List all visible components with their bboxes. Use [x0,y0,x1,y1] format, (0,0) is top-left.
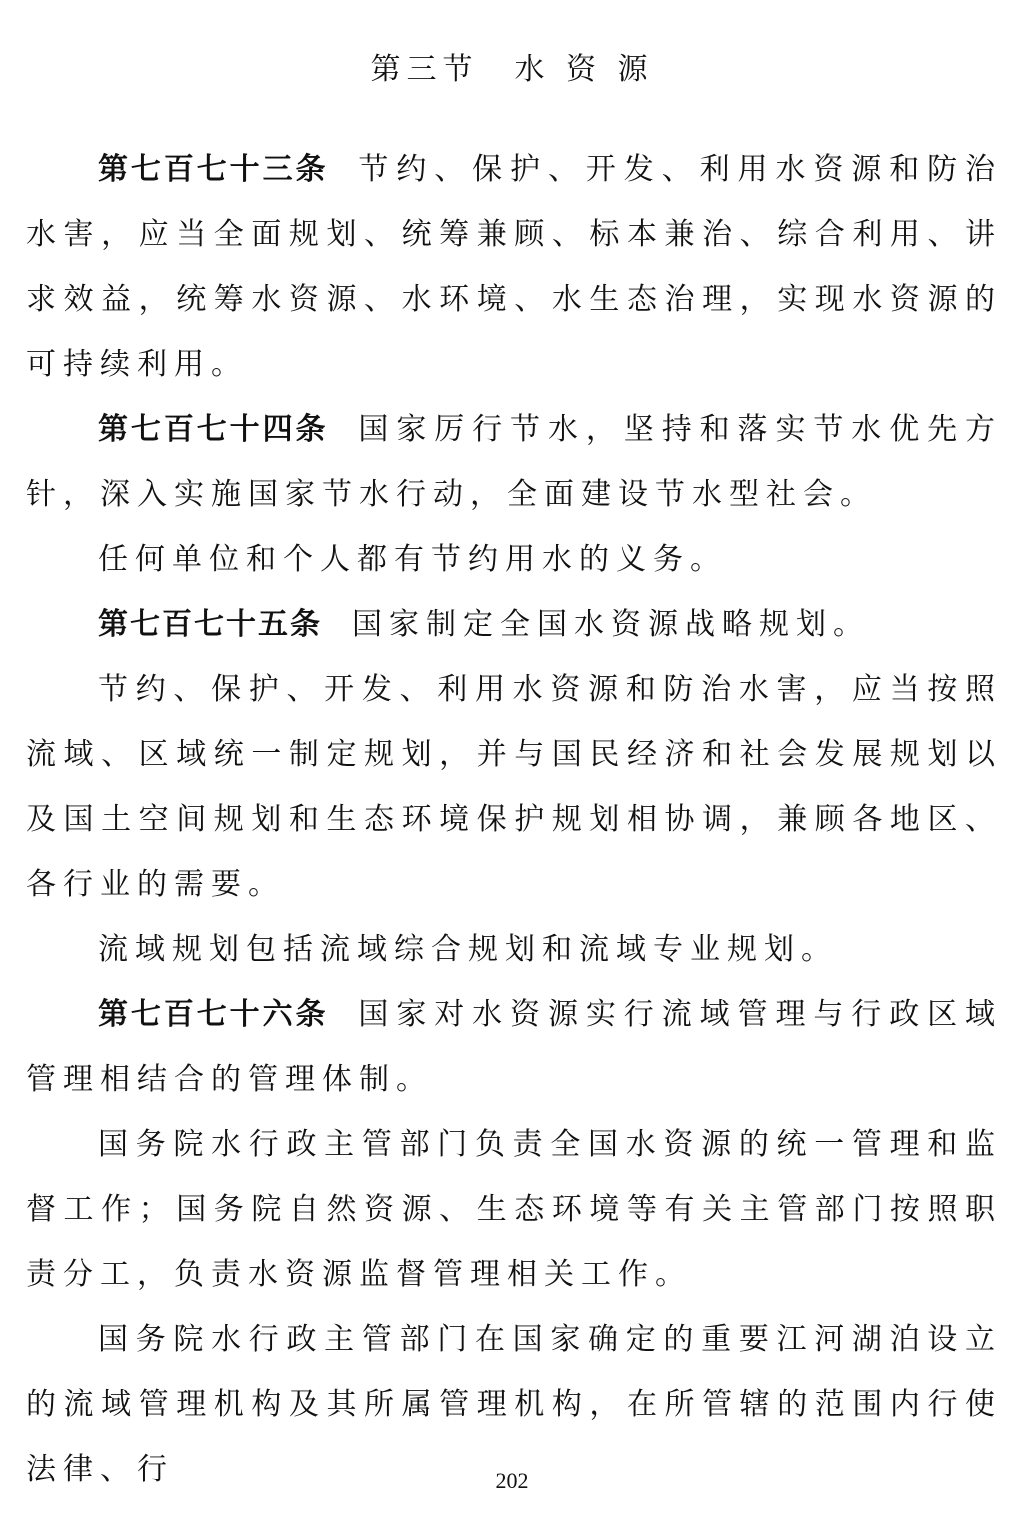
paragraph-text: 国务院水行政主管部门负责全国水资源的统一管理和监督工作；国务院自然资源、生态环境等有关主管部门按照职责分工，负责水资源监督管理相关工作。 [26,1127,1002,1292]
article-number: 第七百七十三条 [98,152,329,187]
paragraph-text: 国家对水资源实行流域管理与行政区域管理相结合的管理体制。 [26,997,1003,1097]
paragraph-text-block [26,1112,1002,1307]
paragraph-text-block [26,527,1002,592]
paragraph-text: 国家厉行节水，坚持和落实节水优先方针，深入实施国家节水行动，全面建设节水型社会。 [26,412,1003,512]
paragraph-article-776 [26,982,1002,1112]
paragraph-text: 流域规划包括流域综合规划和流域专业规划。 [98,932,838,967]
document-body [26,137,1002,1502]
section-title: 第三节 水 资 源 [370,52,654,87]
paragraph-text: 国务院水行政主管部门在国家确定的重要江河湖泊设立的流域管理机构及其所属管理机构，在所管辖的范围内行使法律、行 [26,1322,1002,1487]
paragraph-article-773 [26,137,1002,397]
page-number: 202 [495,1468,529,1493]
paragraph-text: 任何单位和个人都有节约用水的义务。 [98,542,727,577]
paragraph-text: 节约、保护、开发、利用水资源和防治水害，应当全面规划、统筹兼顾、标本兼治、综合利用、讲求效益，统筹水资源、水环境、水生态治理，实现水资源的可持续利用。 [26,152,1003,382]
paragraph-text-block [26,657,1002,917]
article-number: 第七百七十四条 [98,412,329,447]
paragraph-text-block [26,917,1002,982]
paragraph-text: 节约、保护、开发、利用水资源和防治水害，应当按照流域、区域统一制定规划，并与国民经济和社会发展规划以及国土空间规划和生态环境保护规划相协调，兼顾各地区、各行业的需要。 [26,672,1002,902]
paragraph-article-774 [26,397,1002,527]
paragraph-text: 国家制定全国水资源战略规划。 [352,607,870,642]
paragraph-article-775 [26,592,1002,657]
article-number: 第七百七十五条 [98,607,322,642]
article-number: 第七百七十六条 [98,997,329,1032]
